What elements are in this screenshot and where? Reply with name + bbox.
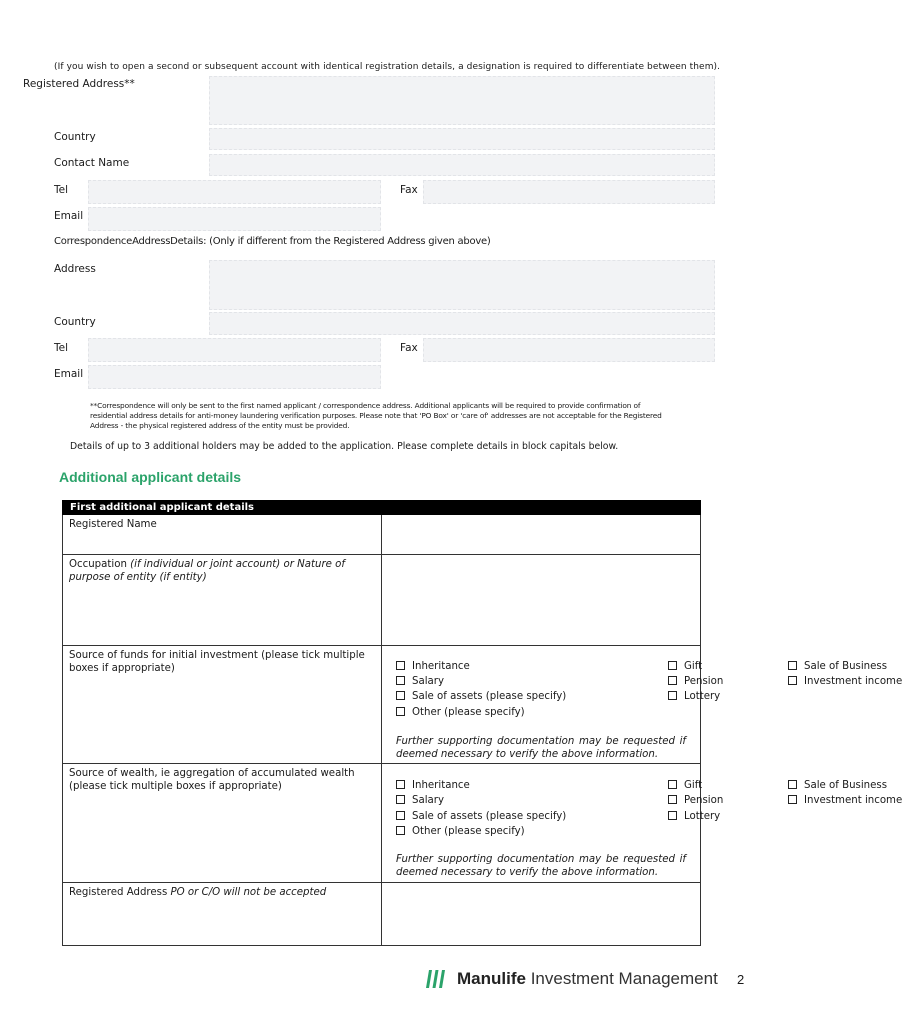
checkbox-other[interactable] <box>396 707 525 718</box>
option-label: Inheritance <box>412 780 470 791</box>
option-label: Other (please specify) <box>412 826 525 837</box>
checkbox-icon[interactable] <box>396 707 405 716</box>
country-field[interactable] <box>209 128 715 150</box>
manulife-logo-icon <box>425 970 445 988</box>
checkbox-inheritance[interactable] <box>396 780 470 791</box>
label-text: Registered Name <box>69 519 157 530</box>
occupation-label <box>63 555 382 646</box>
fax-label: Fax <box>400 184 418 196</box>
tel-field[interactable] <box>88 180 381 204</box>
correspondence-tel-label: Tel <box>54 342 69 354</box>
checkbox-lottery[interactable] <box>668 691 720 702</box>
option-label: Sale of Business <box>804 780 888 791</box>
footnote-line: residential address details for anti-money laundering verification purposes. Please note that 'PO Box' or 'care of' addresses are not acceptable for the Registered <box>90 411 662 420</box>
country-label: Country <box>54 131 96 143</box>
checkbox-sale-of-assets[interactable] <box>396 811 566 822</box>
checkbox-icon[interactable] <box>396 811 405 820</box>
registered-name-input[interactable] <box>382 515 701 555</box>
page-number: 2 <box>737 972 745 987</box>
footnote-line: Address - the physical registered address of the entity must be provided. <box>90 421 350 430</box>
checkbox-investment-income[interactable] <box>788 676 902 687</box>
email-label: Email <box>54 210 84 222</box>
label-italic-text: (if individual or joint account) or Nature of purpose of entity (if entity) <box>69 559 345 583</box>
registered-address-input[interactable] <box>382 883 701 946</box>
source-of-wealth-options <box>382 764 902 883</box>
footnote-line: **Correspondence will only be sent to the first named applicant / correspondence address. Additional applicants will be required to provide confirmation of <box>90 401 641 410</box>
correspondence-tel-field[interactable] <box>88 338 381 362</box>
label-text: Occupation <box>69 559 127 570</box>
additional-applicant-table <box>62 500 902 946</box>
option-label: Pension <box>684 676 724 687</box>
checkbox-gift[interactable] <box>668 661 702 672</box>
checkbox-icon[interactable] <box>668 795 677 804</box>
option-label: Pension <box>684 795 724 806</box>
fax-field[interactable] <box>423 180 715 204</box>
email-field[interactable] <box>88 207 381 231</box>
checkbox-icon[interactable] <box>396 676 405 685</box>
checkbox-icon[interactable] <box>668 691 677 700</box>
checkbox-other[interactable] <box>396 826 525 837</box>
option-label: Gift <box>684 780 703 791</box>
checkbox-pension[interactable] <box>668 795 723 806</box>
option-label: Inheritance <box>412 661 470 672</box>
source-of-funds-label <box>63 646 382 764</box>
label-text: Registered Address <box>69 887 168 898</box>
checkbox-salary[interactable] <box>396 676 444 687</box>
option-label: Salary <box>412 676 445 687</box>
brand-regular: Investment Management <box>530 969 718 988</box>
further-documentation-note: Further supporting documentation may be requested if deemed necessary to verify the above information. <box>396 736 686 760</box>
source-of-wealth-label <box>63 764 382 883</box>
correspondence-fax-field[interactable] <box>423 338 715 362</box>
checkbox-icon[interactable] <box>788 676 797 685</box>
checkbox-sale-of-assets[interactable] <box>396 691 566 702</box>
option-label: Investment income <box>804 795 902 806</box>
checkbox-pension[interactable] <box>668 676 723 687</box>
checkbox-sale-of-business[interactable] <box>788 780 887 791</box>
option-label: Sale of assets (please specify) <box>412 811 567 822</box>
further-documentation-note: Further supporting documentation may be requested if deemed necessary to verify the above information. <box>396 854 686 878</box>
option-label: Lottery <box>684 811 721 822</box>
registered-address-row-label <box>63 883 382 946</box>
checkbox-icon[interactable] <box>396 691 405 700</box>
designation-note: (If you wish to open a second or subsequent account with identical registration details, a designation is required to differentiate between them). <box>54 62 721 72</box>
contact-name-label: Contact Name <box>54 157 130 169</box>
checkbox-icon[interactable] <box>668 811 677 820</box>
checkbox-sale-of-business[interactable] <box>788 661 887 672</box>
checkbox-icon[interactable] <box>668 676 677 685</box>
option-label: Sale of Business <box>804 661 888 672</box>
occupation-input[interactable] <box>382 555 701 646</box>
option-label: Salary <box>412 795 445 806</box>
brand-name <box>457 969 718 989</box>
correspondence-fax-label: Fax <box>400 342 418 354</box>
correspondence-country-label: Country <box>54 316 96 328</box>
checkbox-icon[interactable] <box>788 795 797 804</box>
checkbox-icon[interactable] <box>788 661 797 670</box>
source-of-funds-options <box>382 646 902 764</box>
table-header: First additional applicant details <box>63 501 701 515</box>
option-label: Other (please specify) <box>412 707 525 718</box>
contact-name-field[interactable] <box>209 154 715 176</box>
label-text: Source of wealth, ie aggregation of accumulated wealth (please tick multiple boxes if appropriate) <box>69 768 355 792</box>
section-title: Additional applicant details <box>59 469 242 485</box>
registered-address-field[interactable] <box>209 76 715 125</box>
label-italic-text: PO or C/O will not be accepted <box>170 887 327 898</box>
checkbox-icon[interactable] <box>396 795 405 804</box>
registered-address-label: Registered Address** <box>23 78 135 90</box>
correspondence-email-field[interactable] <box>88 365 381 389</box>
tel-label: Tel <box>54 184 69 196</box>
manulife-logo <box>425 969 718 989</box>
registered-name-label <box>63 515 382 555</box>
checkbox-icon[interactable] <box>788 780 797 789</box>
checkbox-icon[interactable] <box>396 661 405 670</box>
option-label: Investment income <box>804 676 902 687</box>
checkbox-icon[interactable] <box>396 780 405 789</box>
checkbox-inheritance[interactable] <box>396 661 470 672</box>
correspondence-email-label: Email <box>54 368 84 380</box>
checkbox-gift[interactable] <box>668 780 702 791</box>
checkbox-investment-income[interactable] <box>788 795 902 806</box>
option-label: Gift <box>684 661 703 672</box>
option-label: Lottery <box>684 691 721 702</box>
additional-holders-note: Details of up to 3 additional holders may be added to the application. Please complete details in block capitals below. <box>70 441 619 452</box>
correspondence-address-label: Address <box>54 263 96 275</box>
checkbox-icon[interactable] <box>668 780 677 789</box>
checkbox-icon[interactable] <box>668 661 677 670</box>
option-label: Sale of assets (please specify) <box>412 691 567 702</box>
correspondence-heading: CorrespondenceAddressDetails: (Only if different from the Registered Address given above) <box>54 236 491 247</box>
correspondence-country-field[interactable] <box>209 312 715 335</box>
checkbox-lottery[interactable] <box>668 811 720 822</box>
correspondence-address-field[interactable] <box>209 260 715 310</box>
label-text: Source of funds for initial investment (please tick multiple boxes if appropriate) <box>69 650 365 674</box>
correspondence-footnote <box>90 401 705 431</box>
checkbox-icon[interactable] <box>396 826 405 835</box>
brand-bold: Manulife <box>457 969 526 988</box>
checkbox-salary[interactable] <box>396 795 444 806</box>
